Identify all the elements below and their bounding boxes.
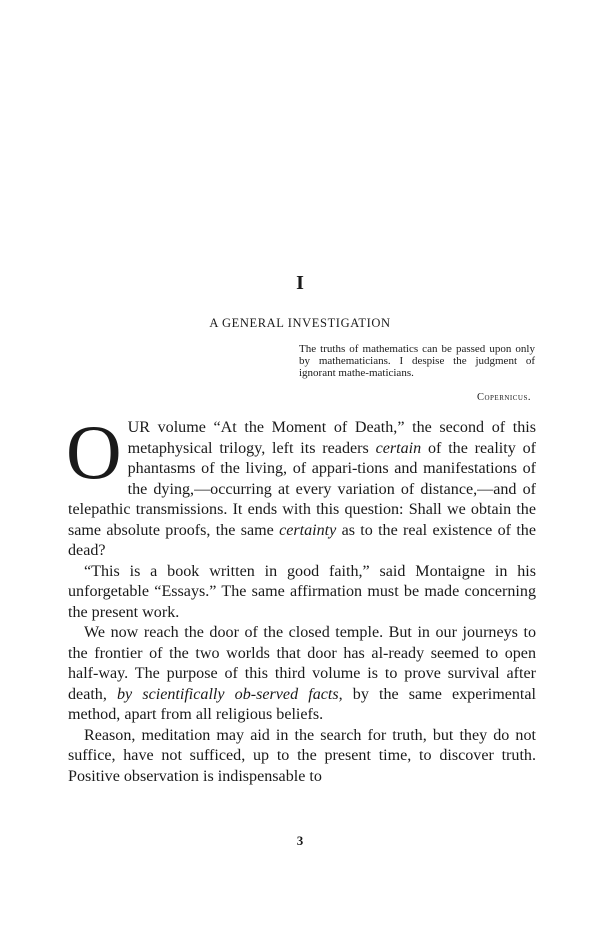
paragraph-3-part-2: by the same experimental method, apart from all religious beliefs. — [68, 685, 536, 723]
paragraph-1-part-2: of the reality of phantasms of the living, of appari-tions and manifestations of the dying,—occurring at every variation of distance,—and of telepathic transmissions. It ends with this question: Shall we obtain the same absolute proofs, the same — [68, 439, 536, 539]
paragraph-1 — [66, 409, 536, 562]
emphasis-observed-facts: by scientifically ob-served facts, — [117, 685, 343, 703]
paragraph-3 — [68, 623, 536, 726]
chapter-number: I — [296, 272, 304, 294]
paragraph-1-part-1: UR volume “At the Moment of Death,” the second of this metaphysical trilogy, left its readers — [127, 419, 536, 457]
paragraph-2: “This is a book written in good faith,” said Montaigne in his unforgetable “Essays.” The same affirmation must be made concerning the present work. — [68, 562, 536, 621]
paragraph-4: Reason, meditation may aid in the search for truth, but they do not suffice, have not sufficed, up to the present time, to discover truth. Positive observation is indispensable to — [68, 726, 536, 785]
paragraph-1-part-3: as to the real existence of the dead? — [68, 521, 536, 559]
epigraph-author: Copernicus. — [476, 392, 531, 403]
body-text — [66, 409, 536, 787]
page-number: 3 — [296, 833, 304, 848]
emphasis-certainty: certainty — [279, 521, 337, 539]
drop-cap: O — [66, 409, 122, 495]
epigraph-quote: The truths of mathematics can be passed upon only by mathematicians. I despise the judgment of ignorant mathe-maticians. — [299, 343, 535, 379]
paragraph-3-part-1: We now reach the door of the closed temple. But in our journeys to the frontier of the two worlds that door has al-ready seemed to open half-way. The purpose of this third volume is to prove survival after death, — [68, 624, 536, 703]
emphasis-certain: certain — [375, 439, 422, 457]
chapter-title: A GENERAL INVESTIGATION — [209, 316, 391, 330]
